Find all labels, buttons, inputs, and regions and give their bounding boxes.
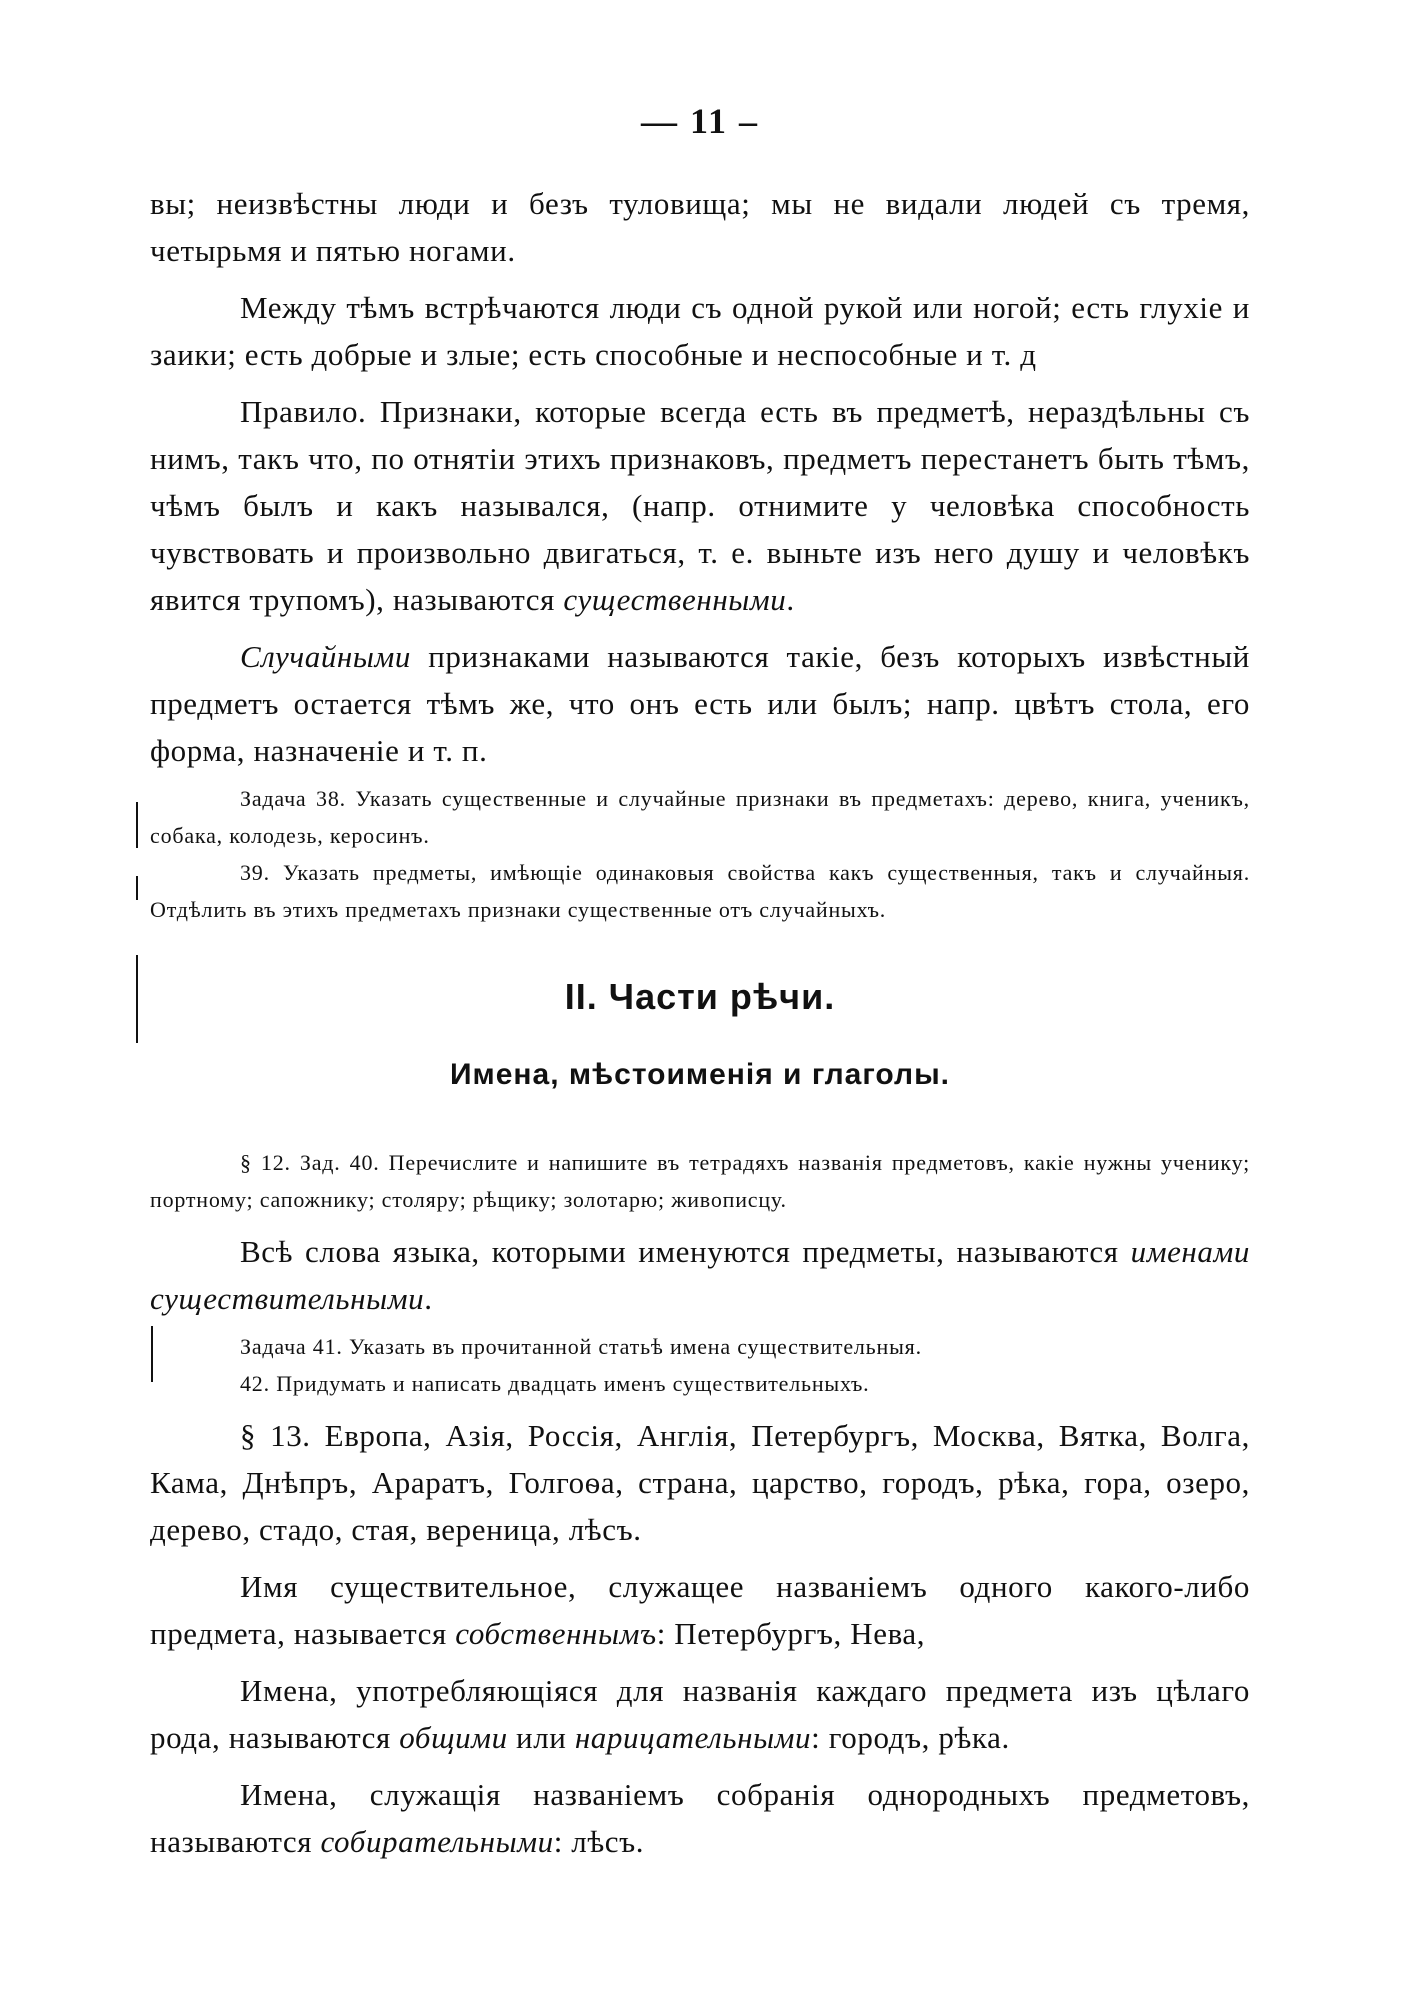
page-number: — 11 –: [640, 101, 759, 141]
nouns-text: Всѣ слова языка, которыми именуются предметы, называются: [240, 1234, 1119, 1269]
common-end: : городъ, рѣка.: [811, 1720, 1010, 1755]
paragraph: вы; неизвѣстны люди и безъ туловища; мы не видали людей съ тремя, четырьмя и пятью ногами.: [150, 186, 1250, 268]
task-41: Задача 41. Указать въ прочитанной статьѣ имена существительныя.: [240, 1334, 922, 1359]
random-text: признаками называются такіе, безъ которыхъ извѣстный предметъ остается тѣмъ же, что онъ есть или былъ; напр. цвѣтъ стола, его форма, назначеніе и т. п.: [150, 639, 1250, 768]
common-paragraph: [150, 1667, 1250, 1761]
random-paragraph: [150, 633, 1250, 774]
margin-line: [136, 955, 138, 1043]
collective-paragraph: [150, 1771, 1250, 1865]
common-mid: или: [507, 1720, 575, 1755]
term-nouns: именами существительными: [150, 1234, 1250, 1316]
margin-line: [136, 802, 138, 848]
punct: .: [786, 582, 795, 617]
rule-paragraph: [150, 388, 1250, 623]
section-12-task: § 12. Зад. 40. Перечислите и напишите въ тетрадяхъ названія предметовъ, какіе нужны ученику; портному; сапожнику; столяру; рѣщику; золотарю; живописцу.: [150, 1150, 1250, 1212]
margin-line: [136, 876, 138, 900]
paragraph: Между тѣмъ встрѣчаются люди съ одной рукой или ногой; есть глухіе и заики; есть добрые и злые; есть способные и неспособные и т. д: [150, 290, 1250, 372]
collective-text: Имена, служащія названіемъ собранія однородныхъ предметовъ, называются: [150, 1777, 1250, 1859]
task-38: Задача 38. Указать существенные и случайные признаки въ предметахъ: дерево, книга, ученикъ, собака, колодезь, керосинъ.: [150, 786, 1250, 848]
term-essential: существенными: [563, 582, 787, 617]
task-39: 39. Указать предметы, имѣющіе одинаковыя свойства какъ существенныя, такъ и случайныя. Отдѣлить въ этихъ предметахъ признаки существенные отъ случайныхъ.: [150, 860, 1250, 922]
term-proper: собственнымъ: [455, 1616, 657, 1651]
section-heading: II. Части рѣчи.: [564, 976, 836, 1017]
section-13: § 13. Европа, Азія, Россія, Англія, Петербургъ, Москва, Вятка, Волга, Кама, Днѣпръ, Араратъ, Голгоѳа, страна, царство, городъ, рѣка, гора, озеро, дерево, стадо, стая, вереница, лѣсъ.: [150, 1418, 1250, 1547]
task-42: 42. Придумать и написать двадцать именъ существительныхъ.: [240, 1371, 870, 1396]
term-common-2: нарицательными: [574, 1720, 812, 1755]
nouns-paragraph: [150, 1228, 1250, 1322]
proper-end: : Петербургъ, Нева,: [656, 1616, 926, 1651]
term-random: Случайными: [240, 639, 411, 674]
common-text: Имена, употребляющіяся для названія каждаго предмета изъ цѣлаго рода, называются: [150, 1673, 1250, 1755]
book-page: [150, 100, 1250, 1865]
punct: .: [424, 1281, 433, 1316]
term-collective: собирательными: [320, 1824, 554, 1859]
rule-text: Правило. Признаки, которые всегда есть въ предметѣ, нераздѣльны съ нимъ, такъ что, по отнятіи этихъ признаковъ, предметъ перестанетъ быть тѣмъ, чѣмъ былъ и какъ назывался, (напр. отнимите у человѣка способность чувствовать и произвольно двигаться, т. е. выньте изъ него душу и человѣкъ явится трупомъ), называются: [150, 394, 1250, 617]
collective-end: : лѣсъ.: [553, 1824, 645, 1859]
subsection-heading: Имена, мѣстоименія и глаголы.: [449, 1058, 951, 1091]
proper-paragraph: [150, 1563, 1250, 1657]
term-common: общими: [399, 1720, 508, 1755]
proper-text: Имя существительное, служащее названіемъ одного какого-либо предмета, называется: [150, 1569, 1250, 1651]
